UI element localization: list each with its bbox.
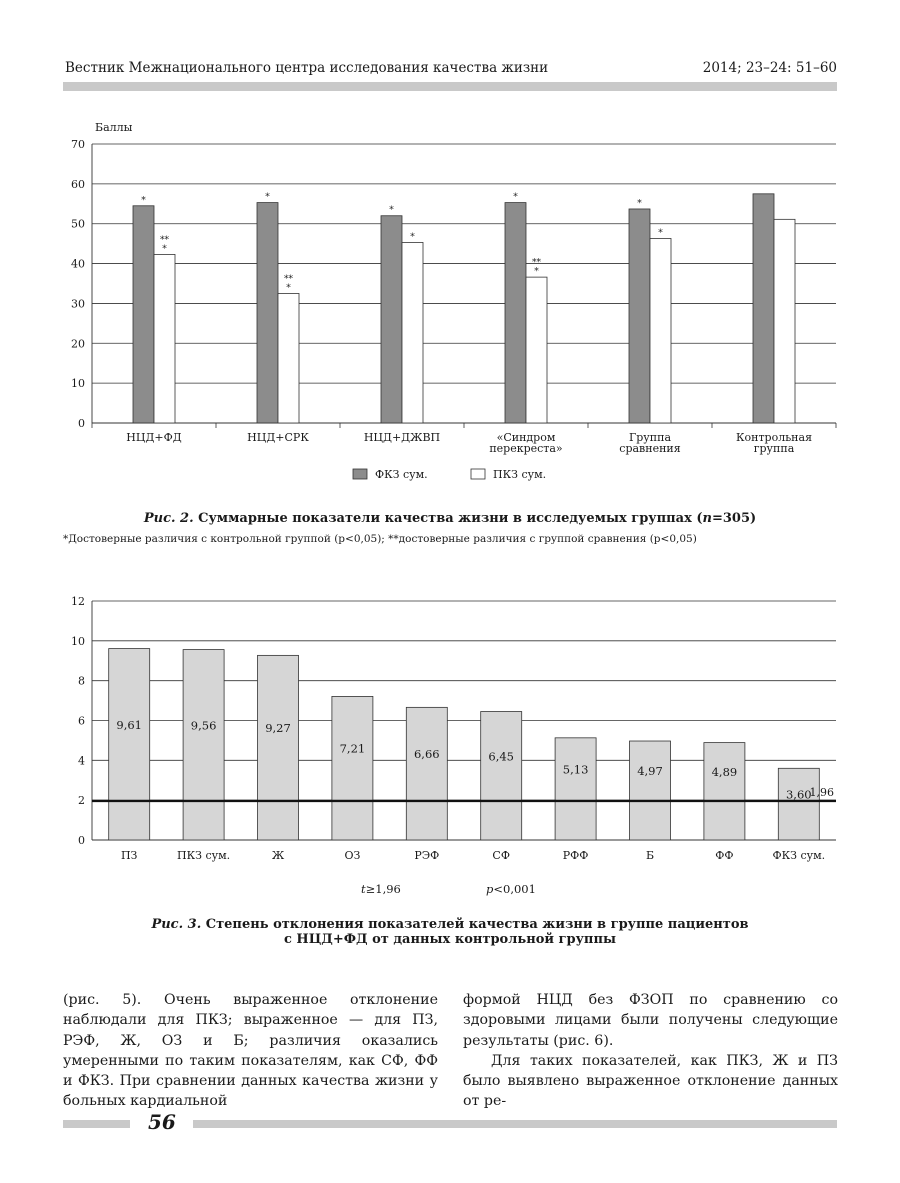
x-tick-label: ПКЗ сум.	[177, 849, 231, 862]
x-tick-label: ФКЗ сум.	[772, 849, 826, 862]
bar-value-label: 5,13	[562, 762, 589, 777]
legend-label: ПКЗ сум.	[493, 468, 547, 481]
bar	[481, 712, 522, 840]
bar-pkz	[650, 238, 671, 423]
bar	[332, 696, 373, 840]
body-right-paragraph-2: Для таких показателей, как ПКЗ, Ж и ПЗ было выявлено выраженное отклонение данных от ре-	[463, 1052, 838, 1110]
x-tick-label: СФ	[492, 849, 510, 862]
bar-value-label: 7,21	[339, 741, 366, 756]
significance-mark: *	[389, 205, 394, 216]
header-divider	[63, 82, 837, 91]
figure3-caption-prefix: Рис. 3.	[151, 917, 202, 932]
x-tick-label: группа	[753, 442, 795, 455]
figure2-note: *Достоверные различия с контрольной группой (p<0,05); **достоверные различия с группой сравнения (p<0,05)	[63, 533, 697, 545]
x-tick-label: РФФ	[562, 849, 589, 862]
figure2-caption-suffix: =305)	[711, 511, 757, 526]
bar-fkz	[381, 216, 402, 423]
y-tick-label: 70	[71, 138, 85, 151]
figure2-chart	[0, 110, 900, 500]
y-axis-label: Баллы	[95, 121, 133, 134]
x-tick-label: сравнения	[619, 442, 681, 455]
bar	[704, 743, 745, 840]
y-tick-label: 50	[71, 217, 85, 231]
significance-mark: *	[265, 192, 270, 203]
bar-value-label: 3,60	[785, 787, 812, 802]
bar	[555, 738, 596, 840]
bar-pkz	[402, 242, 423, 423]
y-tick-label: 2	[78, 794, 85, 808]
legend-swatch	[353, 469, 367, 479]
bar-fkz	[257, 203, 278, 423]
significance-mark: *	[410, 232, 415, 243]
bar-fkz	[505, 203, 526, 423]
significance-mark: *	[141, 195, 146, 206]
body-left-column	[63, 990, 438, 1112]
y-tick-label: 8	[78, 674, 85, 688]
figure3-caption-line1	[60, 917, 840, 932]
x-tick-label: Группа	[628, 431, 672, 444]
page-number: 56	[148, 1110, 176, 1134]
issue-info: 2014; 23–24: 51–60	[702, 60, 837, 76]
y-tick-label: 30	[71, 297, 85, 311]
threshold-label: 1,96	[809, 785, 834, 799]
bar-value-label: 6,45	[488, 749, 515, 764]
figure3-caption	[60, 917, 840, 947]
x-tick-label: ФФ	[715, 849, 734, 862]
bar-pkz	[526, 277, 547, 423]
bar-value-label: 4,89	[711, 764, 738, 779]
footer-bar-left	[63, 1120, 130, 1128]
y-tick-label: 10	[71, 634, 85, 648]
significance-mark: *	[534, 267, 539, 278]
bar	[183, 650, 224, 840]
x-tick-label: Б	[645, 849, 655, 862]
figure3-caption-line2: с НЦД+ФД от данных контрольной группы	[283, 932, 616, 947]
bar-fkz	[133, 206, 154, 423]
bar-value-label: 6,66	[413, 747, 440, 762]
x-tick-label: ОЗ	[344, 849, 361, 862]
legend-swatch	[471, 469, 485, 479]
significance-mark: *	[513, 192, 518, 203]
bar-pkz	[774, 219, 795, 423]
bar-fkz	[753, 194, 774, 423]
bar	[109, 649, 150, 840]
x-tick-label: НЦД+ДЖВП	[363, 431, 441, 444]
y-tick-label: 10	[71, 377, 85, 391]
y-tick-label: 60	[71, 177, 85, 191]
figure3-caption-text1: Степень отклонения показателей качества жизни в группе пациентов	[205, 917, 749, 932]
body-right-paragraph-1: формой НЦД без ФЗОП по сравнению со здоровыми лицами были получены следующие результаты (рис. 6).	[463, 992, 838, 1049]
figure2-caption-prefix: Рис. 2.	[143, 511, 194, 526]
bar-value-label: 9,27	[265, 721, 291, 736]
x-tick-label: НЦД+СРК	[247, 431, 309, 444]
figure3-t-label: t≥1,96	[361, 882, 401, 896]
significance-mark: *	[637, 198, 642, 209]
journal-title: Вестник Межнационального центра исследования качества жизни	[65, 60, 549, 76]
y-tick-label: 0	[78, 834, 85, 847]
significance-mark: **	[160, 235, 169, 246]
bar-pkz	[154, 254, 175, 423]
y-tick-label: 4	[78, 754, 85, 768]
figure2-caption-n: n	[702, 511, 712, 526]
significance-mark: *	[658, 228, 663, 239]
y-tick-label: 20	[71, 337, 85, 351]
bar	[406, 707, 447, 840]
bar	[258, 655, 299, 840]
bar-value-label: 9,56	[190, 718, 217, 733]
x-tick-label: ПЗ	[120, 849, 138, 862]
y-tick-label: 12	[71, 595, 85, 608]
bar-value-label: 9,61	[116, 717, 143, 732]
bar-pkz	[278, 293, 299, 423]
x-tick-label: «Синдром	[496, 431, 556, 444]
body-right-column	[463, 990, 838, 1112]
bar-fkz	[629, 209, 650, 423]
figure2-caption	[60, 511, 840, 526]
y-tick-label: 6	[78, 714, 85, 728]
x-tick-label: РЭФ	[414, 849, 440, 862]
x-tick-label: НЦД+ФД	[126, 431, 182, 444]
legend-label: ФКЗ сум.	[375, 468, 428, 481]
significance-mark: *	[162, 244, 167, 255]
figure3-chart	[0, 590, 900, 910]
x-tick-label: Ж	[271, 849, 285, 862]
y-tick-label: 0	[78, 417, 85, 430]
bar-value-label: 4,97	[637, 763, 663, 778]
figure3-p-label: p<0,001	[486, 882, 536, 896]
x-tick-label: перекреста»	[489, 442, 563, 455]
body-left-paragraph: (рис. 5). Очень выраженное отклонение наблюдали для ПКЗ; выраженное — для ПЗ, РЭФ, Ж, ОЗ и Б; различия оказались умеренными по таким показателям, как СФ, ФФ и ФКЗ. При сравнении данных качества жизни у больных кардиальной	[63, 992, 438, 1110]
x-tick-label: Контрольная	[735, 431, 813, 444]
significance-mark: **	[532, 258, 541, 269]
y-tick-label: 40	[71, 257, 85, 271]
bar	[778, 768, 819, 840]
significance-mark: *	[286, 283, 291, 294]
footer-bar-right	[193, 1120, 837, 1128]
significance-mark: **	[284, 274, 293, 285]
figure2-caption-text: Суммарные показатели качества жизни в исследуемых группах (	[198, 511, 703, 526]
bar	[630, 741, 671, 840]
